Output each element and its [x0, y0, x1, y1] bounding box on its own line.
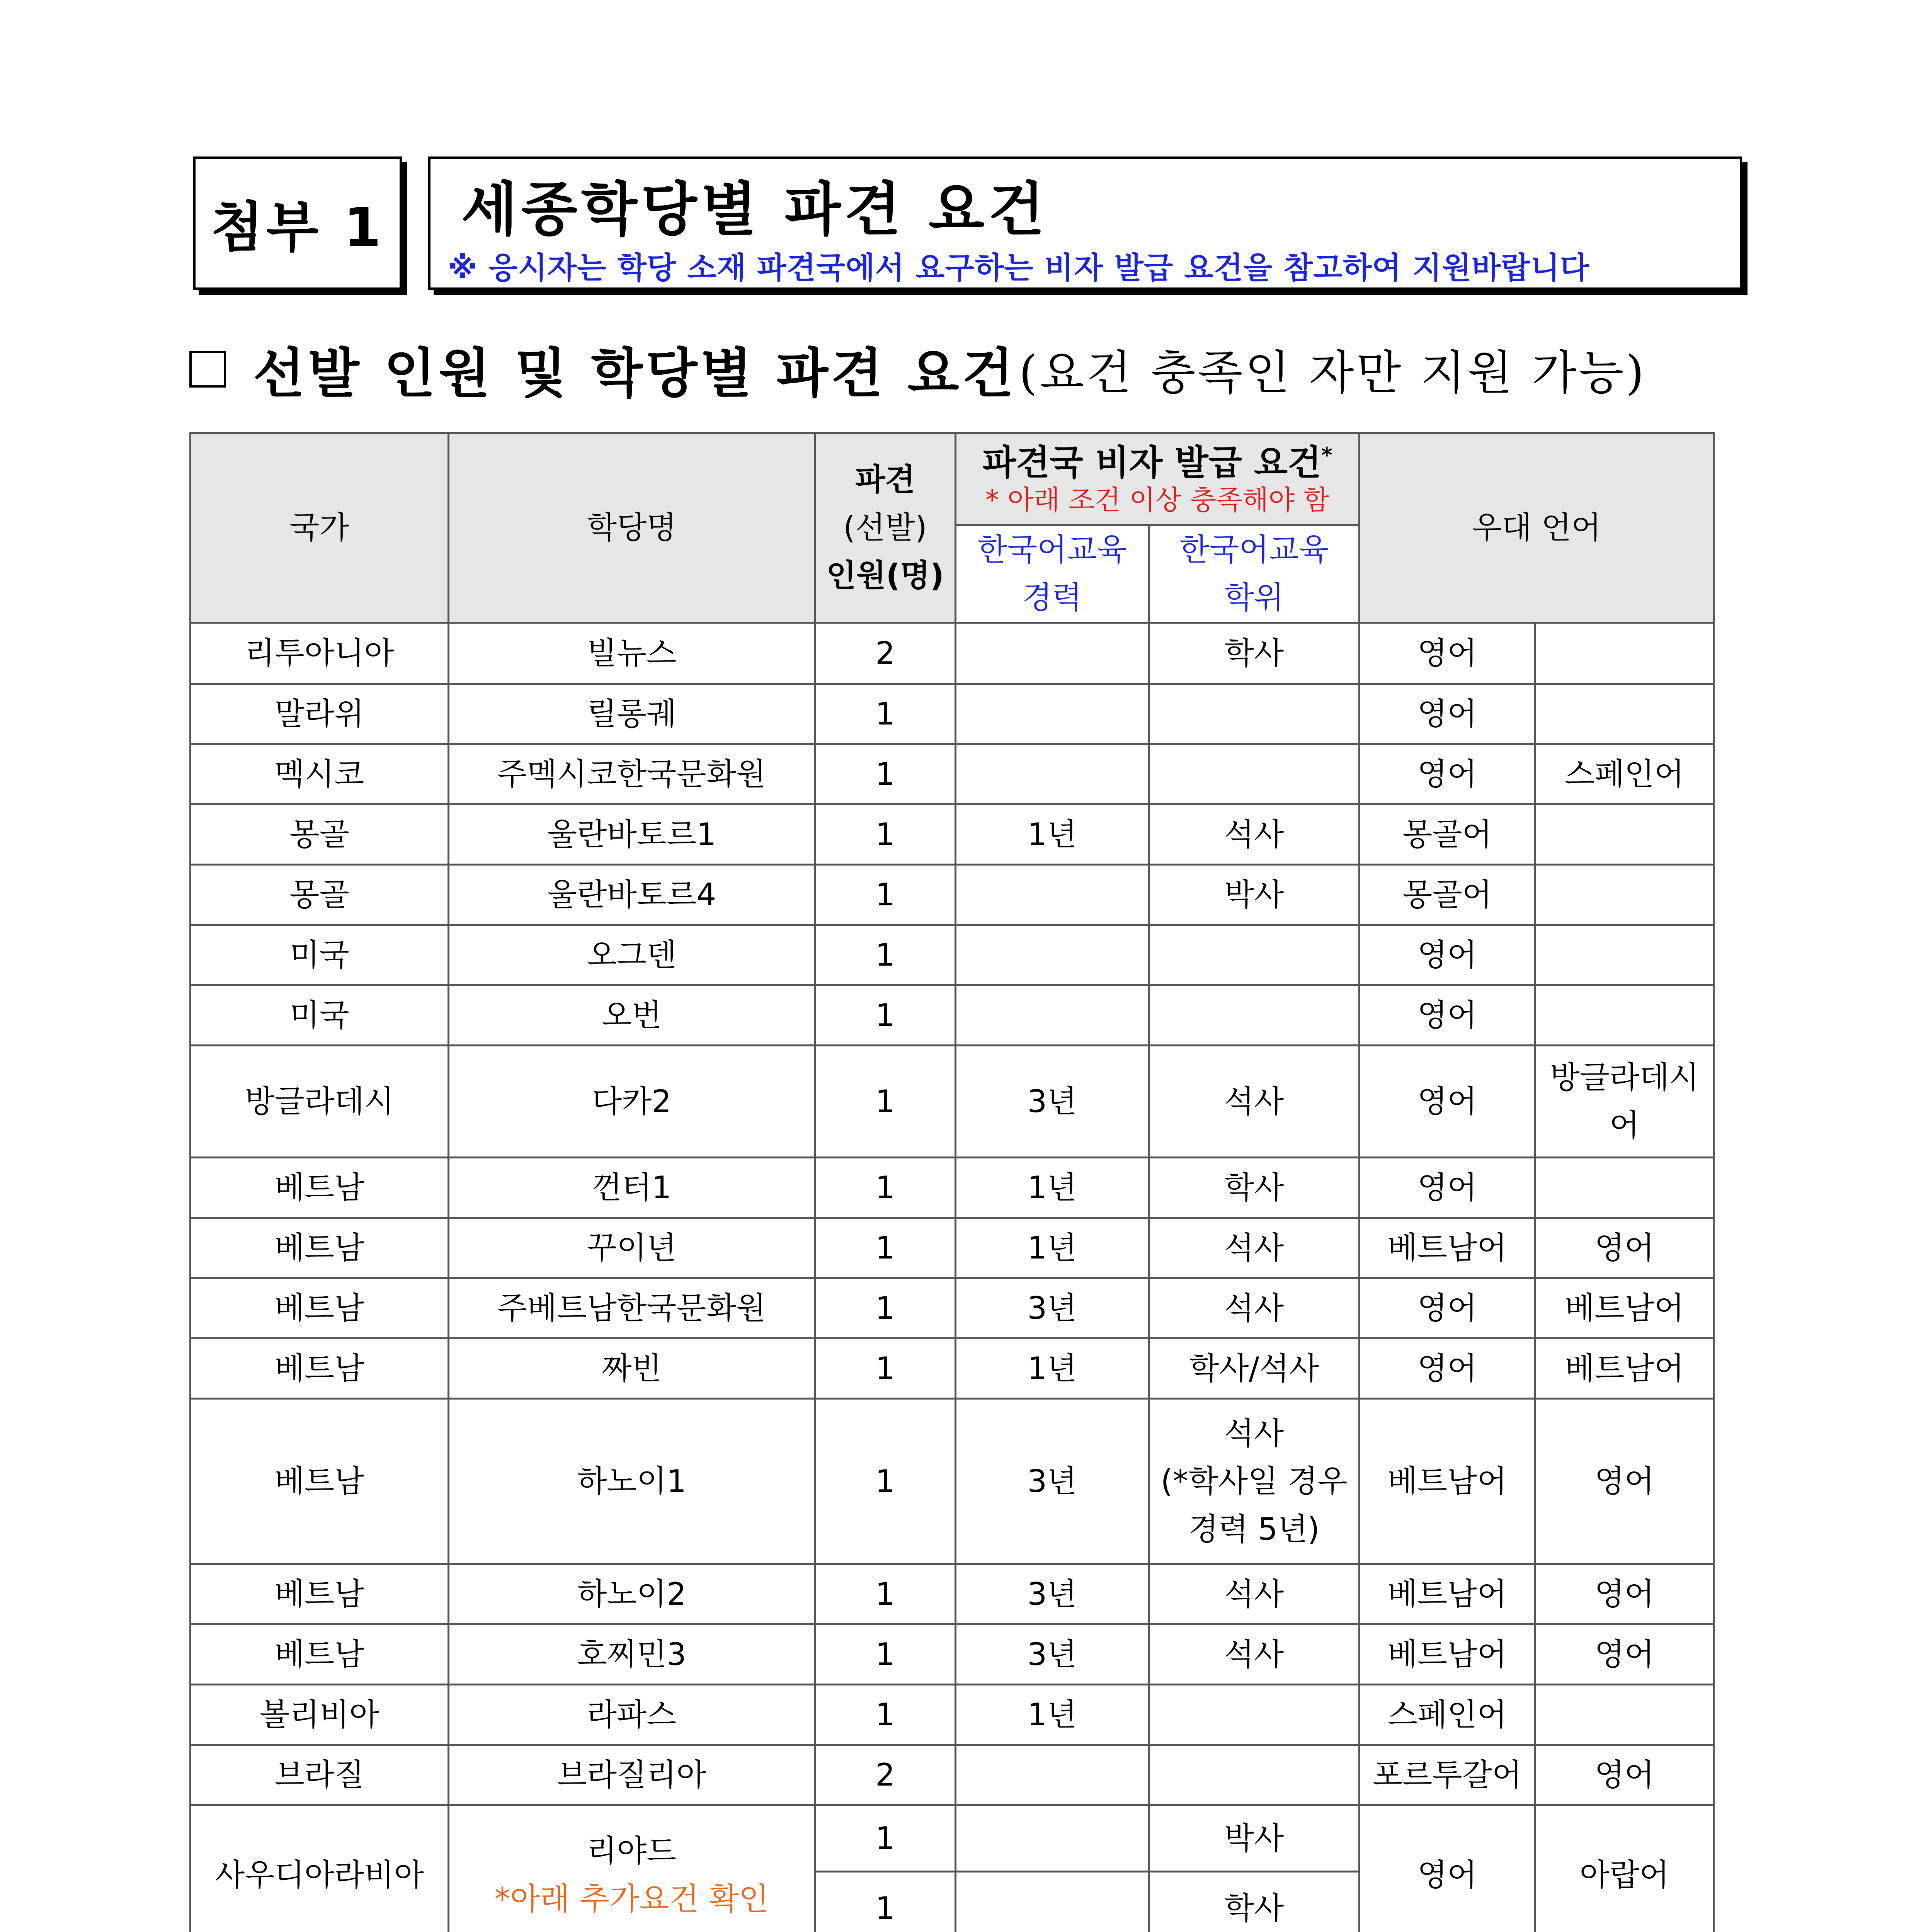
table-cell	[956, 1745, 1149, 1805]
table-cell	[1535, 684, 1714, 744]
header-dispatch-count	[815, 433, 956, 623]
header-visa-note: * 아래 조건 이상 충족해야 함	[985, 484, 1330, 516]
table-cell: 베트남어	[1360, 1624, 1535, 1685]
table-cell: 오번	[449, 985, 815, 1046]
table-cell: 1	[815, 684, 956, 744]
table-row	[191, 1046, 1714, 1158]
table-cell: 베트남	[191, 1564, 449, 1624]
cell-text-line: 방글라데시	[1550, 1059, 1699, 1095]
table-cell: 영어	[1360, 623, 1535, 684]
table-cell: 3년	[956, 1399, 1149, 1564]
table-cell	[1149, 925, 1360, 985]
table-cell	[956, 865, 1149, 925]
table-cell: 아랍어	[1535, 1805, 1714, 1932]
table-cell: 1	[815, 1564, 956, 1624]
table-cell: 1년	[956, 1158, 1149, 1218]
table-cell: 석사	[1149, 1624, 1360, 1685]
table-cell	[956, 684, 1149, 744]
header-experience	[956, 525, 1149, 623]
attachment-label: 첨부 1	[193, 156, 402, 290]
table-cell	[1535, 925, 1714, 985]
table-cell: 빌뉴스	[449, 623, 815, 684]
cell-text-line: 경력	[1022, 580, 1082, 616]
table-row	[191, 744, 1714, 804]
title-box	[428, 156, 1742, 290]
table-cell: 울란바토르1	[449, 804, 815, 865]
table-cell: 1	[815, 804, 956, 865]
table-row	[191, 804, 1714, 865]
table-cell: 브라질	[191, 1745, 449, 1805]
section-condition: (요건 충족인 자만 지원 가능)	[1019, 346, 1647, 400]
table-cell: 1년	[956, 1218, 1149, 1278]
table-cell	[1535, 623, 1714, 684]
dispatch-requirements-table	[189, 432, 1715, 1932]
table-cell	[449, 1805, 815, 1932]
table-cell: 영어	[1535, 1624, 1714, 1685]
table-cell: 박사	[1149, 865, 1360, 925]
table-cell: 릴롱궤	[449, 684, 815, 744]
table-cell: 베트남	[191, 1218, 449, 1278]
table-cell: 하노이2	[449, 1564, 815, 1624]
table-cell: 3년	[956, 1564, 1149, 1624]
table-cell: 1	[815, 1046, 956, 1158]
table-cell: 오그덴	[449, 925, 815, 985]
table-cell: 껀터1	[449, 1158, 815, 1218]
header-visa-title: 파견국 비자 발급 요건*	[982, 442, 1332, 483]
cell-text-line: 한국어교육	[977, 532, 1127, 568]
table-cell: 베트남어	[1535, 1278, 1714, 1338]
table-cell: 석사	[1149, 1046, 1360, 1158]
table-cell: 다카2	[449, 1046, 815, 1158]
cell-text-line: 리야드	[587, 1833, 677, 1869]
table-cell: 석사	[1149, 1278, 1360, 1338]
table-cell	[956, 985, 1149, 1046]
table-row	[191, 985, 1714, 1046]
table-cell: 학사	[1149, 1872, 1360, 1932]
table-cell: 스페인어	[1535, 744, 1714, 804]
header-dispatch-line2: (선발)	[843, 510, 927, 546]
table-cell	[1535, 985, 1714, 1046]
table-row	[191, 865, 1714, 925]
table-cell: 베트남	[191, 1338, 449, 1399]
table-cell: 영어	[1535, 1564, 1714, 1624]
table-cell: 베트남	[191, 1624, 449, 1685]
table-cell: 3년	[956, 1624, 1149, 1685]
table-cell: 주베트남한국문화원	[449, 1278, 815, 1338]
cell-text-line: 경력 5년)	[1188, 1511, 1320, 1547]
table-cell: 3년	[956, 1278, 1149, 1338]
table-cell: 베트남어	[1360, 1564, 1535, 1624]
table-cell: 미국	[191, 925, 449, 985]
table-cell: 1	[815, 1278, 956, 1338]
table-cell: 리투아니아	[191, 623, 449, 684]
table-row	[191, 1805, 1714, 1872]
table-cell: 스페인어	[1360, 1685, 1535, 1745]
table-cell: 몽골	[191, 804, 449, 865]
table-cell: 2	[815, 623, 956, 684]
table-cell: 영어	[1360, 1046, 1535, 1158]
table-cell: 1	[815, 985, 956, 1046]
table-cell: 1년	[956, 804, 1149, 865]
table-cell: 베트남어	[1360, 1218, 1535, 1278]
header-dispatch-line3: 인원(명)	[826, 558, 944, 594]
table-cell: 1	[815, 1872, 956, 1932]
table-row	[191, 1338, 1714, 1399]
table-cell: 석사	[1149, 804, 1360, 865]
table-cell: 1	[815, 1805, 956, 1872]
table-row	[191, 925, 1714, 985]
table-cell	[1149, 684, 1360, 744]
checkbox-square-icon	[189, 351, 226, 388]
table-cell: 주멕시코한국문화원	[449, 744, 815, 804]
table-cell: 1	[815, 1399, 956, 1564]
header-degree	[1149, 525, 1360, 623]
table-row	[191, 1685, 1714, 1745]
table-cell: 영어	[1360, 1338, 1535, 1399]
table-cell: 영어	[1360, 744, 1535, 804]
table-cell	[956, 1872, 1149, 1932]
header-visa	[956, 433, 1360, 525]
table-cell: 3년	[956, 1046, 1149, 1158]
table-cell: 학사	[1149, 1158, 1360, 1218]
table-cell: 몽골어	[1360, 865, 1535, 925]
table-cell: 하노이1	[449, 1399, 815, 1564]
table-cell	[1149, 1745, 1360, 1805]
table-cell: 1	[815, 744, 956, 804]
table-cell: 박사	[1149, 1805, 1360, 1872]
table-cell: 몽골	[191, 865, 449, 925]
table-cell	[1149, 744, 1360, 804]
table-cell	[1535, 804, 1714, 865]
table-cell: 꾸이년	[449, 1218, 815, 1278]
table-cell: 1	[815, 925, 956, 985]
table-cell: 1	[815, 1218, 956, 1278]
cell-text-line: 어	[1609, 1107, 1640, 1143]
table-cell	[956, 623, 1149, 684]
table-cell	[1535, 1158, 1714, 1218]
table-cell: 방글라데시	[191, 1046, 449, 1158]
table-cell: 포르투갈어	[1360, 1745, 1535, 1805]
header-language: 우대 언어	[1360, 433, 1714, 623]
table-row	[191, 1278, 1714, 1338]
title-note: ※ 응시자는 학당 소재 파견국에서 요구하는 비자 발급 요건을 참고하여 지원바랍니다	[448, 251, 1590, 286]
table-cell	[1535, 1685, 1714, 1745]
page-title: 세종학당별 파견 요건	[461, 176, 1048, 243]
table-cell: 미국	[191, 985, 449, 1046]
cell-text-line: 석사	[1224, 1415, 1284, 1451]
table-cell: 말라위	[191, 684, 449, 744]
table-cell	[1535, 865, 1714, 925]
table-row	[191, 1158, 1714, 1218]
table-cell: 베트남	[191, 1399, 449, 1564]
table-cell: 사우디아라비아	[191, 1805, 449, 1932]
table-cell: 영어	[1360, 1278, 1535, 1338]
table-cell: 1	[815, 1158, 956, 1218]
table-cell: 호찌민3	[449, 1624, 815, 1685]
table-cell: 석사	[1149, 1564, 1360, 1624]
table-cell: 1년	[956, 1685, 1149, 1745]
table-cell	[1149, 985, 1360, 1046]
table-cell: 1	[815, 1685, 956, 1745]
table-cell: 영어	[1535, 1745, 1714, 1805]
header-dispatch-line1: 파견	[855, 462, 915, 498]
table-cell: 브라질리아	[449, 1745, 815, 1805]
header-school: 학당명	[449, 433, 815, 623]
table-cell: 1	[815, 1338, 956, 1399]
table-row	[191, 1624, 1714, 1685]
table-row	[191, 1399, 1714, 1564]
table-cell	[956, 925, 1149, 985]
table-cell: 베트남	[191, 1278, 449, 1338]
table-cell	[956, 1805, 1149, 1872]
table-cell: 학사	[1149, 623, 1360, 684]
table-cell: 석사	[1149, 1218, 1360, 1278]
table-cell: 1	[815, 1624, 956, 1685]
cell-text-line: 학위	[1224, 580, 1284, 616]
table-row	[191, 1745, 1714, 1805]
table-cell: 영어	[1360, 1158, 1535, 1218]
table-cell: 베트남어	[1360, 1399, 1535, 1564]
table-cell: 1	[815, 865, 956, 925]
table-cell	[1535, 1046, 1714, 1158]
table-cell: 영어	[1360, 925, 1535, 985]
table-cell: 영어	[1535, 1218, 1714, 1278]
table-cell: 영어	[1360, 684, 1535, 744]
section-heading	[189, 330, 1646, 408]
cell-text-line: (*학사일 경우	[1160, 1463, 1348, 1499]
cell-text-line: 한국어교육	[1179, 532, 1329, 568]
table-cell: 볼리비아	[191, 1685, 449, 1745]
section-title: 선발 인원 및 학당별 파견 요건	[253, 342, 1017, 405]
table-cell	[956, 744, 1149, 804]
table-cell: 학사/석사	[1149, 1338, 1360, 1399]
cell-text-line: *아래 추가요건 확인	[494, 1881, 769, 1917]
table-cell	[1149, 1399, 1360, 1564]
table-row	[191, 1218, 1714, 1278]
table-cell: 몽골어	[1360, 804, 1535, 865]
table-row	[191, 1564, 1714, 1624]
table-cell: 영어	[1360, 1805, 1535, 1932]
table-row	[191, 623, 1714, 684]
table-cell: 영어	[1360, 985, 1535, 1046]
table-cell: 1년	[956, 1338, 1149, 1399]
table-cell: 짜빈	[449, 1338, 815, 1399]
table-cell: 베트남어	[1535, 1338, 1714, 1399]
table-cell: 울란바토르4	[449, 865, 815, 925]
table-cell: 멕시코	[191, 744, 449, 804]
header-country: 국가	[191, 433, 449, 623]
table-cell: 2	[815, 1745, 956, 1805]
table-cell: 베트남	[191, 1158, 449, 1218]
table-cell: 영어	[1535, 1399, 1714, 1564]
table-cell: 라파스	[449, 1685, 815, 1745]
table-cell	[1149, 1685, 1360, 1745]
table-row	[191, 684, 1714, 744]
